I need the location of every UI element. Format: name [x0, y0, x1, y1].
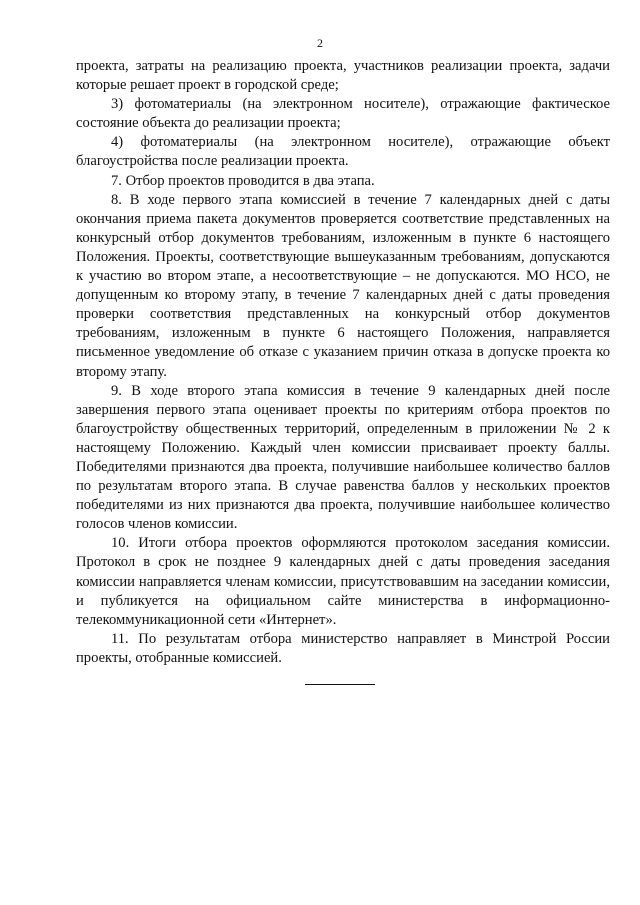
paragraph-continuation: проекта, затраты на реализацию проекта, участников реализации проекта, задачи которые решает проект в городской среде; [76, 58, 610, 94]
paragraph-clause-7: 7. Отбор проектов проводится в два этапа. [111, 172, 375, 189]
paragraph-clause-11: 11. По результатам отбора министерство направляет в Минстрой России проекты, отобранные комиссией. [76, 630, 610, 666]
end-of-document-rule [305, 684, 375, 685]
paragraph-item-3: 3) фотоматериалы (на электронном носителе), отражающие фактическое состояние объекта до реализации проекта; [76, 96, 610, 132]
document-body [76, 57, 610, 668]
page-number: 2 [317, 36, 323, 50]
paragraph-item-4: 4) фотоматериалы (на электронном носителе), отражающие объект благоустройства после реализации проекта. [76, 134, 610, 170]
paragraph-clause-8: 8. В ходе первого этапа комиссией в течение 7 календарных дней с даты окончания приема пакета документов проверяется соответствие представленных на конкурсный отбор документов требованиям, изложенным в пункте 6 настоящего Положения. Проекты, соответствующие вышеуказанным требованиям, допускаются к участию во втором этапе, а несоответствующие – не допускаются. МО НСО, не допущенным ко второму этапу, в течение 7 календарных дней с даты проведения проверки соответствия представленных на конкурсный отбор документов требованиям, изложенным в пункте 6 настоящего Положения, направляется письменное уведомление об отказе с указанием причин отказа в допуске проекта ко второму этапу. [76, 191, 610, 380]
paragraph-clause-10: 10. Итоги отбора проектов оформляются протоколом заседания комиссии. Протокол в срок не позднее 9 календарных дней с даты проведения заседания комиссии направляется членам комиссии, присутствовавшим на заседании комиссии, и публикуется на официальном сайте министерства в информационно-телекоммуникационной сети «Интернет». [76, 535, 610, 628]
paragraph-clause-9: 9. В ходе второго этапа комиссия в течение 9 календарных дней после завершения первого этапа оценивает проекты по критериям отбора проектов по благоустройству общественных территорий, определенным в приложении № 2 к настоящему Положению. Каждый член комиссии присваивает проекту баллы. Победителями признаются два проекта, получившие наибольшее количество баллов по результатам второго этапа. В случае равенства баллов у нескольких проектов победителями из них признаются два проекта, получившие наибольшее количество голосов членов комиссии. [76, 382, 610, 533]
